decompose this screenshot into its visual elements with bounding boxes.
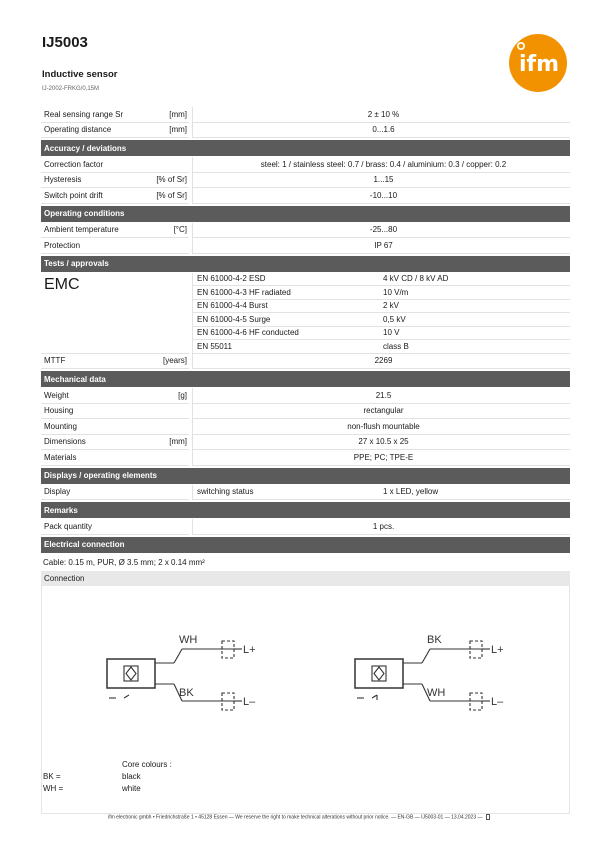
terminal-left-bottom: L– [243, 695, 256, 708]
terminal-left-top: L+ [243, 643, 256, 656]
emc-item: EN 61000-4-4 Burst 2 kV [193, 300, 570, 314]
spec-row-ambient-temperature: Ambient temperature [°C] -25...80 [41, 223, 570, 239]
section-operating: Operating conditions [41, 206, 570, 222]
wire-label-left-top: WH [179, 633, 198, 646]
terminal-right-top: L+ [491, 643, 504, 656]
wire-label-left-bottom: BK [179, 686, 194, 699]
section-displays: Displays / operating elements [41, 468, 570, 484]
spec-row-weight: Weight [g] 21.5 [41, 388, 570, 404]
spec-row-pack-quantity: Pack quantity 1 pcs. [41, 519, 570, 535]
section-tests: Tests / approvals [41, 256, 570, 272]
emc-item: EN 61000-4-5 Surge 0,5 kV [193, 313, 570, 327]
page-icon [486, 814, 490, 820]
cable-description: Cable: 0.15 m, PUR, Ø 3.5 mm; 2 x 0.14 mm² [43, 557, 205, 567]
wire-label-right-top: BK [427, 633, 442, 646]
spec-row-mttf: MTTF [years] 2269 [41, 354, 570, 370]
section-electrical: Electrical connection [41, 537, 570, 553]
core-colours-title: Core colours : [122, 759, 172, 769]
emc-item: EN 55011 class B [193, 340, 570, 354]
ifm-logo [508, 33, 568, 93]
core-code-bk: BK = [43, 771, 61, 781]
wiring-right [355, 641, 490, 710]
article-number: IJ-2002-FRKG/0,15M [42, 86, 100, 92]
section-mechanical: Mechanical data [41, 371, 570, 387]
spec-row-materials: Materials PPE; PC; TPE-E [41, 450, 570, 466]
spec-row-housing: Housing rectangular [41, 404, 570, 420]
wiring-left [107, 641, 242, 710]
connection-label: Connection [41, 571, 570, 586]
spec-row-operating-distance: Operating distance [mm] 0...1.6 [41, 123, 570, 139]
spec-row-hysteresis: Hysteresis [% of Sr] 1...15 [41, 173, 570, 189]
spec-row-emc: EMC EN 61000-4-2 ESD 4 kV CD / 8 kV AD EN 61000-4-3 HF radiated 10 V/m EN 61000-4-4 Burst 2 kV EN 61000-4-5 Surge 0,5 kV EN 61000-4-6 HF conducted 10 V EN 55011 class B [41, 273, 570, 354]
core-name-wh: white [122, 783, 141, 793]
spec-row-correction-factor: Correction factor steel: 1 / stainless steel: 0.7 / brass: 0.4 / aluminium: 0.3 / copper: 0.2 [41, 157, 570, 173]
product-type: Inductive sensor [42, 69, 118, 80]
emc-item: EN 61000-4-3 HF radiated 10 V/m [193, 286, 570, 300]
logo-text: ifm [518, 52, 560, 77]
product-code: IJ5003 [42, 34, 88, 51]
spec-row-sensing-range: Real sensing range Sr [mm] 2 ± 10 % [41, 107, 570, 123]
footer-text: ifm electronic gmbh • Friedrichstraße 1 • 45128 Essen — We reserve the right to make technical alterations without prior notice. — EN-GB — IJ5003-01 — 13.04.2023 — [108, 814, 483, 821]
emc-item: EN 61000-4-6 HF conducted 10 V [193, 327, 570, 341]
spec-row-dimensions: Dimensions [mm] 27 x 10.5 x 25 [41, 435, 570, 451]
spec-row-display: Display switching status 1 x LED, yellow [41, 485, 570, 501]
wire-label-right-bottom: WH [427, 686, 446, 699]
emc-item: EN 61000-4-2 ESD 4 kV CD / 8 kV AD [193, 273, 570, 287]
spec-row-protection: Protection IP 67 [41, 238, 570, 254]
datasheet [41, 107, 570, 814]
core-code-wh: WH = [43, 783, 64, 793]
footer [0, 814, 598, 820]
core-name-bk: black [122, 771, 141, 781]
spec-row-mounting: Mounting non-flush mountable [41, 419, 570, 435]
section-accuracy: Accuracy / deviations [41, 140, 570, 156]
section-remarks: Remarks [41, 502, 570, 518]
wiring-diagram [42, 586, 569, 766]
terminal-right-bottom: L– [491, 695, 504, 708]
spec-row-switch-point-drift: Switch point drift [% of Sr] -10...10 [41, 188, 570, 204]
connection-diagram-box [41, 586, 570, 814]
